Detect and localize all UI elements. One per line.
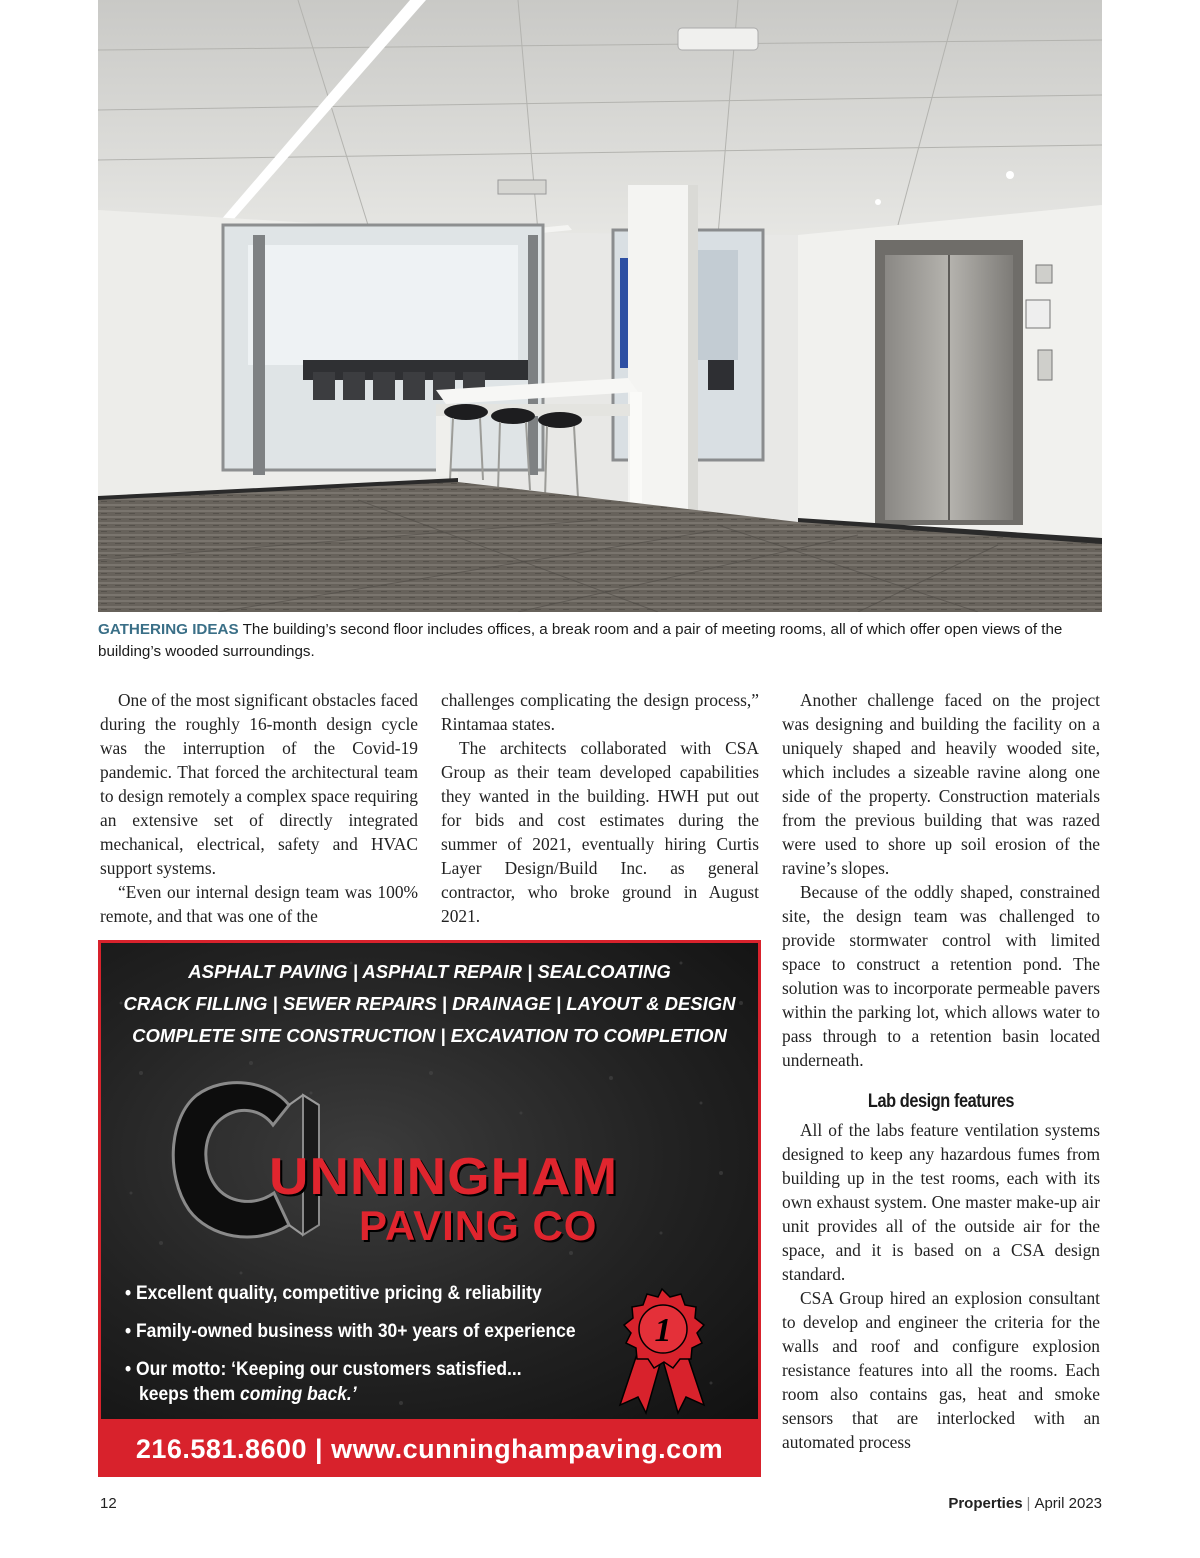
paragraph: challenges complicating the design process,” Rintamaa states. bbox=[441, 690, 759, 734]
paragraph: Another challenge faced on the project was designing and building the facility on a uniquely shaped and heavily wooded site, which includes a sizeable ravine along one side of the property. Construction materials from the previous building that was razed were used to shore up soil erosion of the ravine’s slopes. bbox=[782, 690, 1100, 878]
article-column-1 bbox=[100, 688, 418, 928]
folio-separator: | bbox=[1026, 1495, 1031, 1512]
ad-bullet: • Our motto: ‘Keeping our customers satisfied... bbox=[125, 1359, 522, 1380]
award-ribbon-icon bbox=[606, 1285, 718, 1415]
paragraph: The architects collaborated with CSA Group as their team developed capabilities they wanted in the building. HWH put out for bids and cost estimates during the summer of 2021, eventually hiring Curtis Layer Design/Build Inc. as general contractor, who broke ground in August 2021. bbox=[441, 738, 759, 926]
paragraph: “Even our internal design team was 100% remote, and that was one of the bbox=[100, 882, 418, 926]
article-column-3 bbox=[782, 688, 1100, 1454]
paragraph: Because of the oddly shaped, constrained site, the design team was challenged to provide stormwater control with limited space to construct a retention pond. The solution was to incorporate permeable pavers within the parking lot, which allows water to pass through to a retention basin located underneath. bbox=[782, 882, 1100, 1070]
paragraph: All of the labs feature ventilation systems designed to keep any hazardous fumes from building up in the test rooms, each with its own exhaust system. One master make-up air unit provides all of the outside air for the space, and it is based on a CSA design standard. bbox=[782, 1120, 1100, 1284]
ad-bullet-continued bbox=[139, 1384, 357, 1406]
photo-caption bbox=[98, 619, 1102, 663]
article-column-2 bbox=[441, 688, 759, 928]
ribbon-number: 1 bbox=[654, 1312, 672, 1349]
article-photo bbox=[98, 0, 1102, 612]
ad-company-name: UNNINGHAM bbox=[269, 1148, 619, 1206]
ad-services-line: ASPHALT PAVING | ASPHALT REPAIR | SEALCOATING bbox=[188, 961, 671, 982]
ad-bullet-text: keeps them bbox=[139, 1384, 241, 1405]
office-interior-illustration bbox=[98, 0, 1102, 612]
advertisement[interactable] bbox=[98, 940, 761, 1477]
caption-text: The building’s second floor includes offices, a break room and a pair of meeting rooms, all of which offer open views of the building’s wooded surroundings. bbox=[98, 621, 1063, 660]
page-number: 12 bbox=[100, 1495, 117, 1512]
ad-services-line: COMPLETE SITE CONSTRUCTION | EXCAVATION TO COMPLETION bbox=[132, 1025, 727, 1046]
magazine-name: Properties bbox=[948, 1495, 1023, 1512]
folio-publication bbox=[948, 1495, 1102, 1512]
paragraph: CSA Group hired an explosion consultant to develop and engineer the criteria for the walls and roof and configure explosion resistance features into all the rooms. Each room also contains gas, heat and smoke sensors that are interlocked with an automated process bbox=[782, 1288, 1100, 1452]
issue-date: April 2023 bbox=[1034, 1495, 1102, 1512]
ad-company-name-line2: PAVING CO bbox=[359, 1202, 598, 1249]
ad-asphalt-background bbox=[101, 943, 758, 1419]
paragraph: One of the most significant obstacles faced during the roughly 16-month design cycle was the interruption of the Covid-19 pandemic. That forced the architectural team to design remotely a complex space requiring an extensive set of directly integrated mechanical, electrical, safety and HVAC support systems. bbox=[100, 690, 418, 878]
ad-services-line: CRACK FILLING | SEWER REPAIRS | DRAINAGE | LAYOUT & DESIGN bbox=[123, 993, 736, 1014]
ad-bullet-emphasis: coming back.’ bbox=[240, 1384, 357, 1405]
ad-contact-footer[interactable]: 216.581.8600 | www.cunninghampaving.com bbox=[135, 1434, 724, 1464]
ad-bullet: • Family-owned business with 30+ years of experience bbox=[125, 1321, 576, 1342]
ad-bullet: • Excellent quality, competitive pricing & reliability bbox=[125, 1283, 542, 1304]
section-subhead: Lab design features bbox=[867, 1091, 1015, 1112]
caption-lead: GATHERING IDEAS bbox=[98, 621, 239, 638]
